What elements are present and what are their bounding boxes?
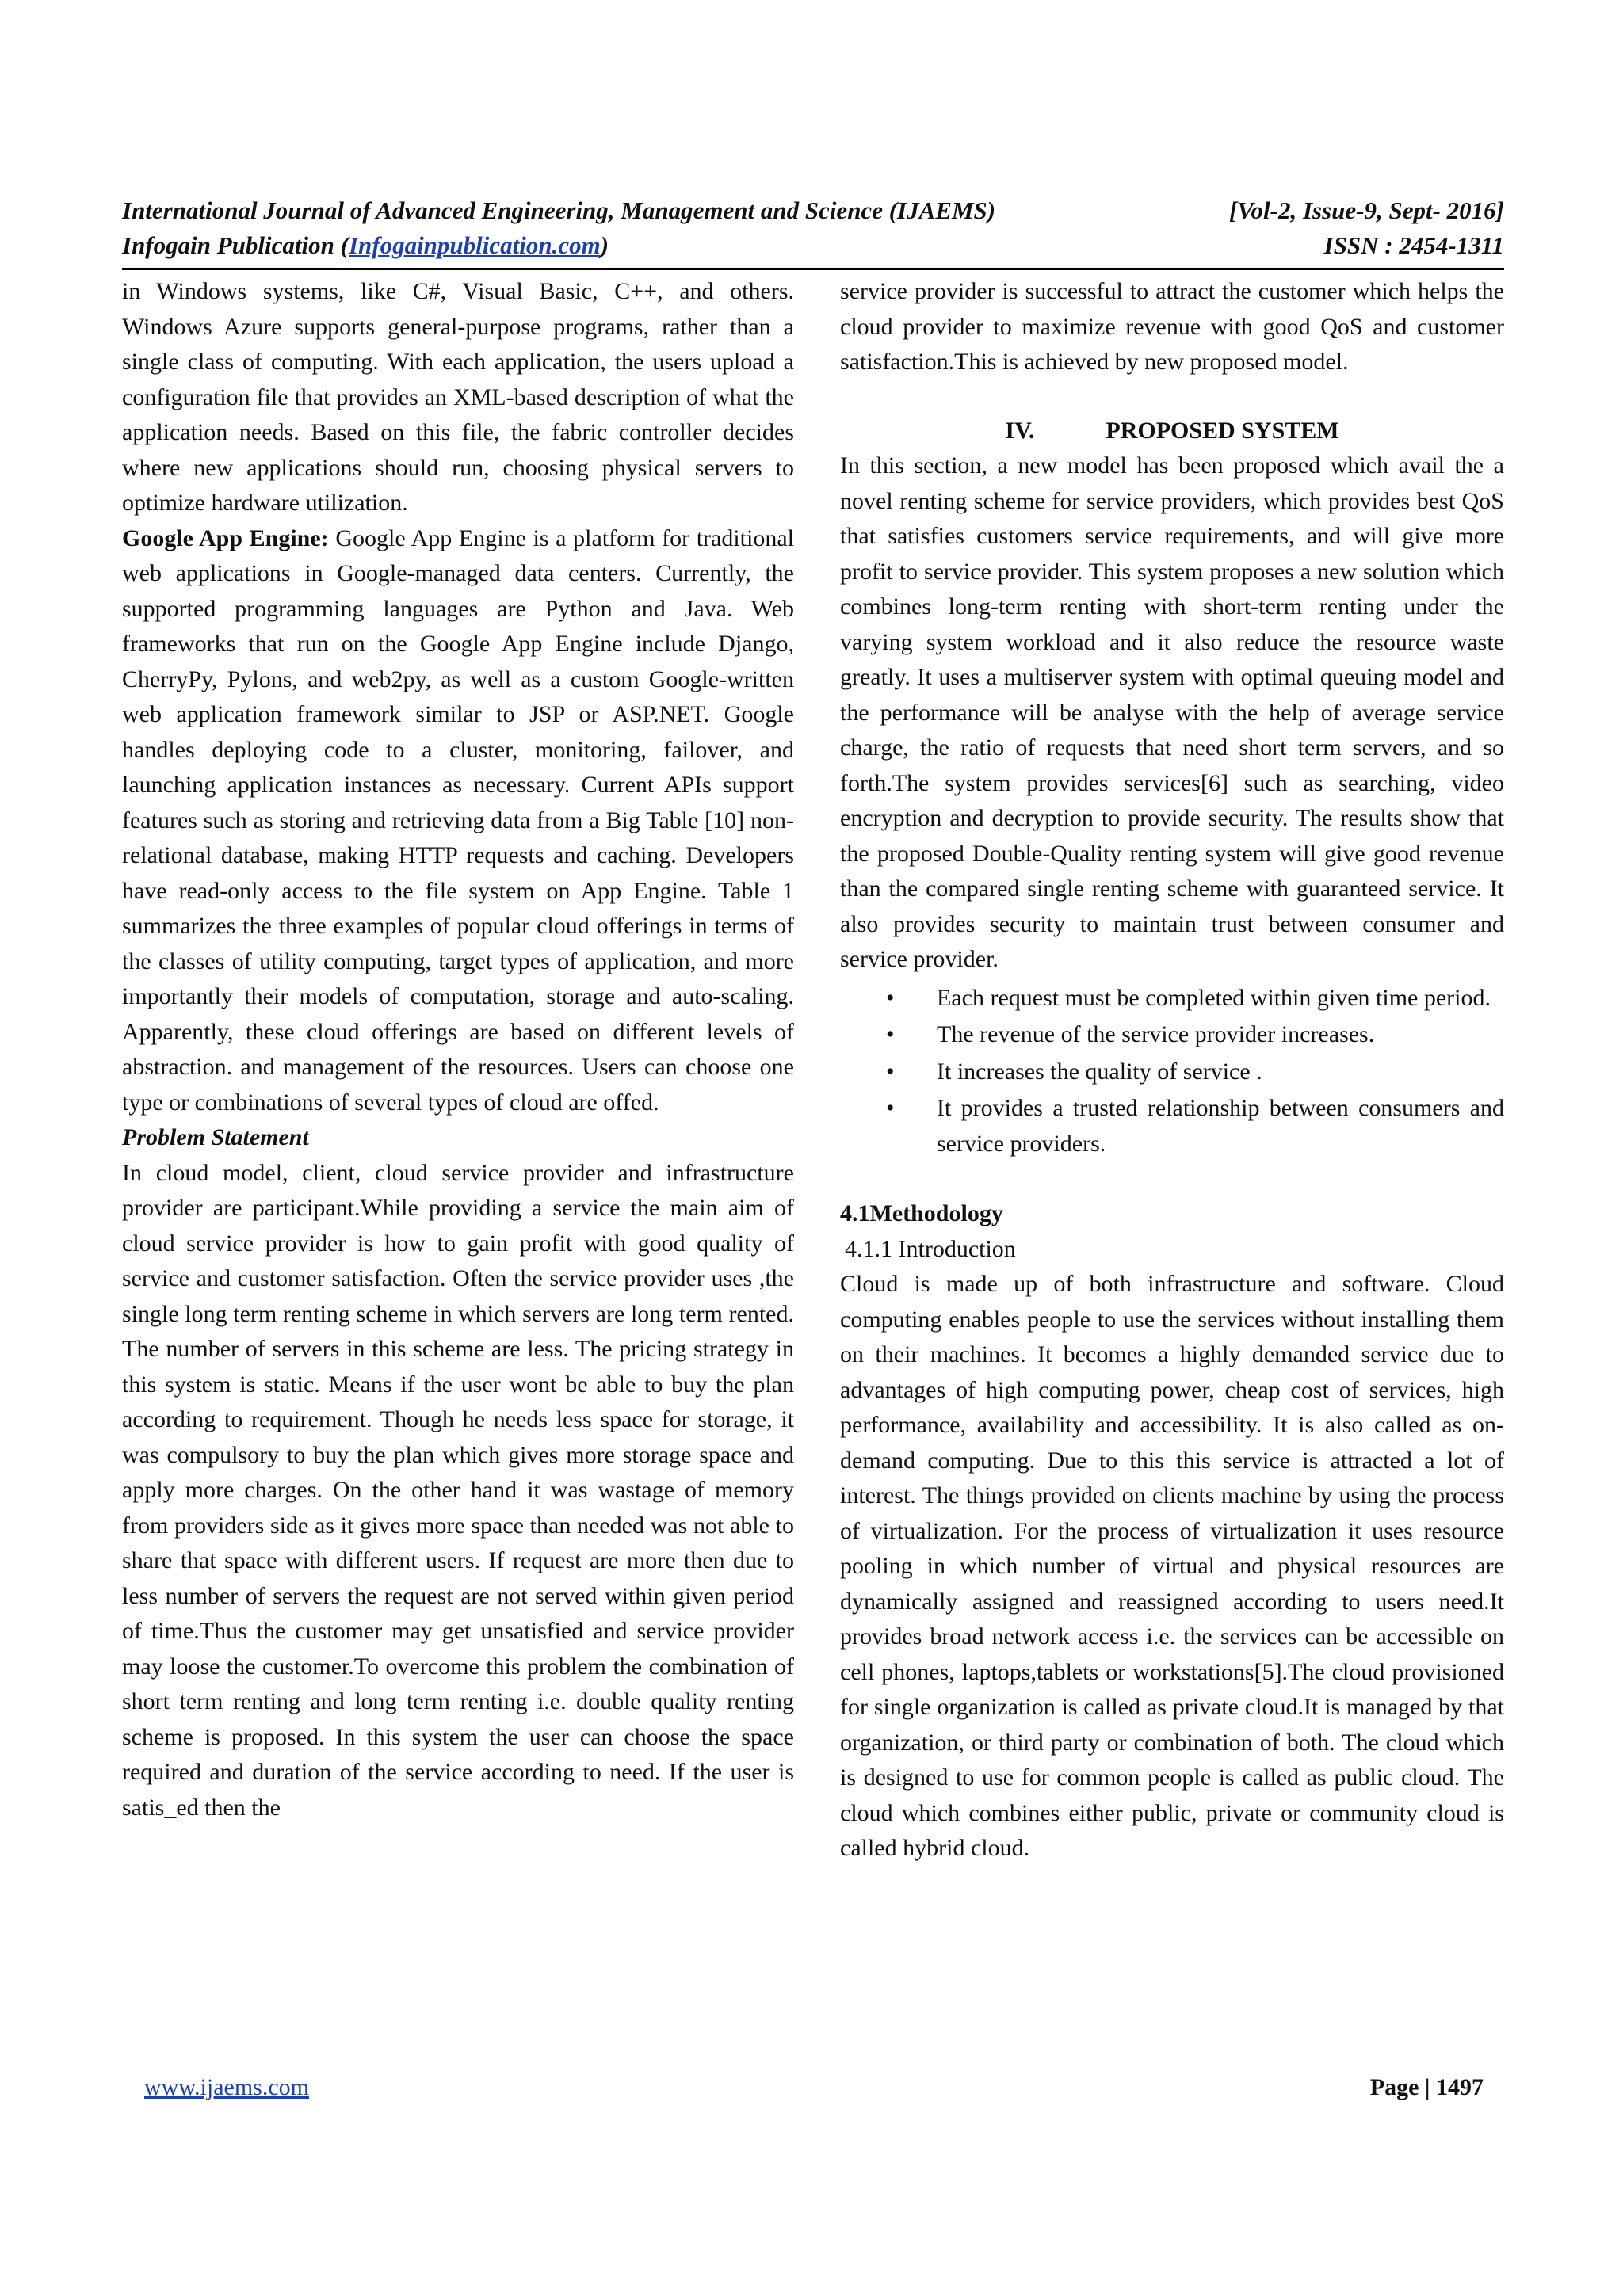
section-heading [840, 414, 1504, 449]
list-item-text: Each request must be completed within given time period. [937, 984, 1491, 1011]
gae-paragraph [122, 521, 794, 1121]
bullet-icon: • [886, 1095, 895, 1121]
bullet-icon: • [886, 1021, 895, 1047]
header-rule [122, 268, 1504, 270]
issn: ISSN : 2454-1311 [1323, 231, 1504, 259]
methodology-heading: 4.1Methodology [840, 1200, 1003, 1226]
list-item [840, 1091, 1504, 1161]
intro-continuation-paragraph: service provider is successful to attract the customer which helps the cloud provider to maximize revenue with good QoS and customer satisfaction.This is achieved by new proposed model. [840, 278, 1504, 375]
problem-statement-paragraph: In cloud model, client, cloud service provider and infrastructure provider are participant.While providing a service the main aim of cloud service provider is how to gain profit with good quality of service and customer satisfaction. Often the service provider uses ,the single long term renting scheme in which servers are long term rented. The number of servers in this scheme are less. The pricing strategy in this system is static. Means if the user wont be able to buy the plan according to requirement. Though he needs less space for storage, it was compulsory to buy the plan which gives more storage space and apply more charges. On the other hand it was wastage of memory from providers side as it gives more space than needed was not able to share that space with different users. If request are more then due to less number of servers the request are not served within given period of time.Thus the customer may get unsatisfied and service provider may loose the customer.To overcome this problem the combination of short term renting and long term renting i.e. double quality renting scheme is proposed. In this system the user can choose the space required and duration of the service according to need. If the user is satis_ed then the [122, 1159, 794, 1821]
section-title: PROPOSED SYSTEM [1106, 417, 1339, 444]
header-row-2 [122, 228, 1504, 263]
feature-list [840, 981, 1504, 1162]
list-item-text: The revenue of the service provider increases. [937, 1021, 1375, 1047]
list-item-text: It increases the quality of service . [937, 1058, 1262, 1085]
volume-info: [Vol-2, Issue-9, Sept- 2016] [1228, 196, 1504, 224]
introduction-subheading: 4.1.1 Introduction [845, 1235, 1016, 1262]
publisher-link[interactable]: Infogainpublication.com [348, 231, 601, 259]
journal-title: International Journal of Advanced Engineering, Management and Science (IJAEMS) [122, 196, 996, 224]
page-number: Page | 1497 [1369, 2074, 1484, 2100]
bullet-icon: • [886, 1058, 895, 1085]
page-header [122, 193, 1504, 263]
list-item [840, 1055, 1504, 1090]
publisher [122, 228, 609, 263]
publisher-suffix: ) [600, 231, 609, 259]
problem-statement-heading: Problem Statement [122, 1124, 309, 1150]
page-footer [144, 2074, 1484, 2101]
spacer [840, 380, 1504, 414]
publisher-prefix: Infogain Publication ( [122, 231, 349, 259]
header-row-1 [122, 193, 1504, 228]
list-item [840, 981, 1504, 1016]
list-item-text: It provides a trusted relationship between consumers and service providers. [937, 1095, 1504, 1157]
bullet-icon: • [886, 984, 895, 1011]
azure-paragraph: in Windows systems, like C#, Visual Basic, C++, and others. Windows Azure supports general-purpose programs, rather than a single class of computing. With each application, the users upload a configuration file that provides an XML-based description of what the application needs. Based on this file, the fabric controller decides where new applications should run, choosing physical servers to optimize hardware utilization. [122, 278, 794, 516]
proposed-system-paragraph: In this section, a new model has been proposed which avail the a novel renting scheme for service providers, which provides best QoS that satisfies customers service requirements, and will give more profit to service provider. This system proposes a new solution which combines long-term renting with short-term renting under the varying system workload and it also reduce the resource waste greatly. It uses a multiserver system with optimal queuing model and the performance will be analyse with the help of average service charge, the ratio of requests that need short term servers, and so forth.The system provides services[6] such as searching, video encryption and decryption to provide security. The results show that the proposed Double-Quality renting system will give good revenue than the compared single renting scheme with guaranteed service. It also provides security to maintain trust between consumer and service provider. [840, 452, 1504, 972]
website-link[interactable]: www.ijaems.com [144, 2074, 310, 2100]
right-column [840, 274, 1504, 1867]
methodology-paragraph: Cloud is made up of both infrastructure and software. Cloud computing enables people to use the services without installing them on their machines. It becomes a highly demanded service due to advantages of high computing power, cheap cost of services, high performance, availability and accessibility. It is also called as on-demand computing. Due to this this service is attracted a lot of interest. The things provided on clients machine by using the process of virtualization. For the process of virtualization it uses resource pooling in which number of virtual and physical resources are dynamically assigned and reassigned according to users need.It provides broad network access i.e. the services can be accessible on cell phones, laptops,tablets or workstations[5].The cloud provisioned for single organization is called as private cloud.It is managed by that organization, or third party or combination of both. The cloud which is designed to use for common people is called as public cloud. The cloud which combines either public, private or community cloud is called hybrid cloud. [840, 1271, 1504, 1861]
section-number: IV. [1005, 417, 1035, 444]
list-item [840, 1017, 1504, 1053]
spacer [840, 1163, 1504, 1196]
gae-text: Google App Engine is a platform for traditional web applications in Google-managed data centers. Currently, the supported programming languages are Python and Java. Web frameworks that run on the Google App Engine include Django, CherryPy, Pylons, and web2py, as well as a custom Google-written web application framework similar to JSP or ASP.NET. Google handles deploying code to a cluster, monitoring, failover, and launching application instances as necessary. Current APIs support features such as storing and retrieving data from a Big Table [10] non-relational database, making HTTP requests and caching. Developers have read-only access to the file system on App Engine. Table 1 summarizes the three examples of popular cloud offerings in terms of the classes of utility computing, target types of application, and more importantly their models of computation, storage and auto-scaling. Apparently, these cloud offerings are based on different levels of abstraction. and management of the resources. Users can choose one type or combinations of several types of cloud are offed. [122, 524, 794, 1116]
left-column [122, 274, 794, 1825]
gae-label: Google App Engine: [122, 524, 329, 551]
